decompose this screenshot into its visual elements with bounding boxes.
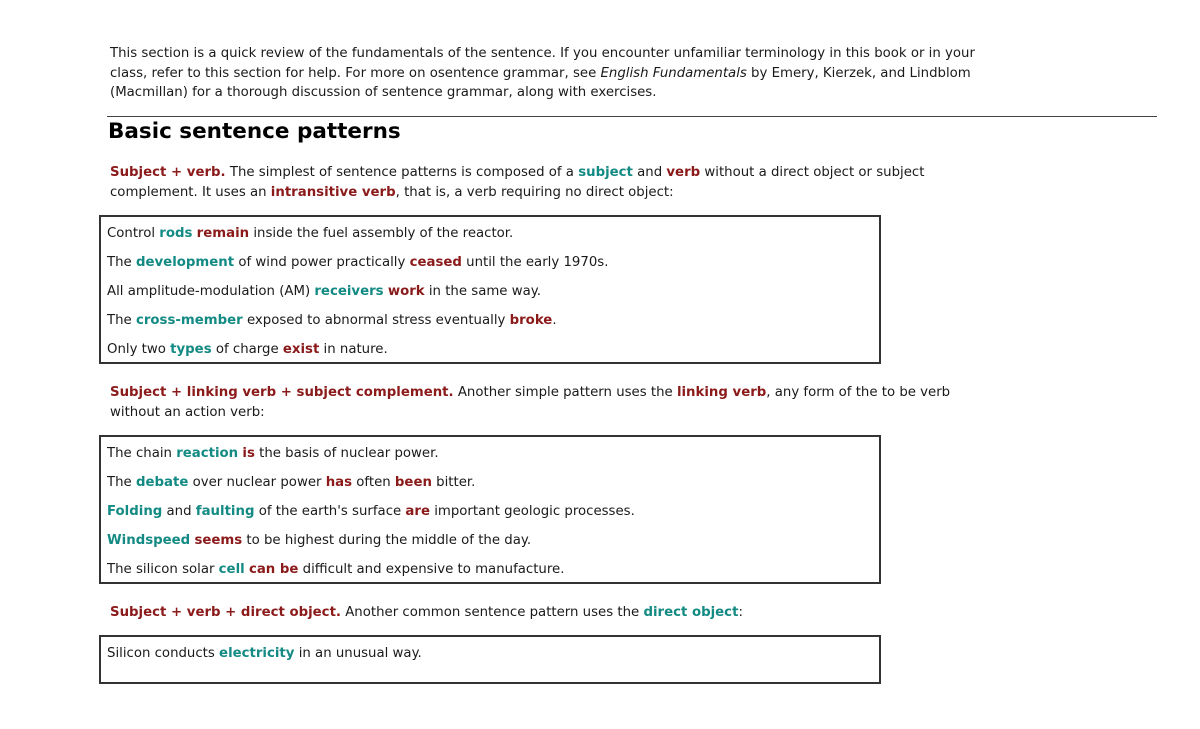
sentence-text: Only two	[107, 342, 171, 357]
example-sentence	[107, 283, 541, 301]
subject-word: development	[135, 255, 235, 270]
verb-word: been	[394, 475, 432, 490]
sentence-text: .	[552, 313, 557, 328]
subject-word: types	[170, 342, 212, 357]
intro-text-2: by Emery, Kierzek, and Lindblom (Macmillan) for a thorough discussion of sentence grammar, along with exercises.	[110, 65, 971, 100]
subject-word: faulting	[195, 504, 255, 519]
sentence-text: in nature.	[319, 342, 388, 357]
sentence-text: important geologic processes.	[429, 504, 635, 519]
subject-word: receivers	[314, 284, 384, 299]
sentence-text: of charge	[211, 342, 283, 357]
verb-word: can be	[248, 562, 299, 577]
verb-word: has	[325, 475, 353, 490]
pattern-linking-verb	[110, 383, 970, 422]
example-sentence	[107, 561, 564, 579]
pattern-text: Another common sentence pattern uses the	[340, 605, 644, 620]
example-sentence	[107, 474, 475, 492]
sentence-text: The	[107, 255, 136, 270]
verb-word: remain	[196, 226, 250, 241]
sentence-text: of the earth's surface	[254, 504, 406, 519]
pattern-lead: Subject + verb.	[110, 165, 226, 180]
sentence-text: bitter.	[431, 475, 476, 490]
example-sentence	[107, 532, 531, 550]
example-box-subject-verb	[99, 215, 881, 364]
verb-word: seems	[194, 533, 243, 548]
sentence-text: The	[107, 475, 136, 490]
pattern-text: The simplest of sentence patterns is composed of a	[225, 165, 579, 180]
sentence-text: Control	[107, 226, 160, 241]
term-verb: verb	[666, 165, 701, 180]
subject-word: cell	[218, 562, 245, 577]
subject-word: rods	[159, 226, 193, 241]
sentence-text: The chain	[107, 446, 177, 461]
example-sentence	[107, 225, 513, 243]
sentence-text: The silicon solar	[107, 562, 219, 577]
subject-word: Windspeed	[107, 533, 191, 548]
example-sentence	[107, 312, 557, 330]
pattern-text: , any form of the to be verb without an action verb:	[110, 385, 951, 420]
subject-word: electricity	[219, 646, 295, 661]
subject-word: cross-member	[135, 313, 243, 328]
book-title: English Fundamentals	[600, 65, 747, 81]
sentence-text: to be highest during the middle of the day.	[242, 533, 532, 548]
term-subject: subject	[578, 165, 633, 180]
example-sentence	[107, 254, 608, 272]
pattern-text: :	[738, 605, 743, 620]
pattern-text: , that is, a verb requiring no direct object:	[395, 184, 674, 200]
sentence-text: often	[352, 475, 395, 490]
sentence-text: in the same way.	[424, 284, 541, 299]
pattern-direct-object	[110, 603, 970, 623]
intro-paragraph	[110, 44, 1010, 103]
verb-word: are	[405, 504, 430, 519]
sentence-text: All amplitude-modulation (AM)	[107, 284, 315, 299]
sentence-text: in an unusual way.	[294, 646, 422, 661]
intro-text-1: This section is a quick review of the fundamentals of the sentence. If you encounter unfamiliar terminology in this book or in your class, refer to this section for help. For more on osentence grammar, see	[110, 46, 975, 81]
example-sentence	[107, 445, 439, 463]
term-direct-object: direct object	[643, 605, 739, 620]
subject-word: reaction	[176, 446, 239, 461]
pattern-text: without a direct object or subject complement. It uses an	[110, 165, 925, 200]
term-intransitive-verb: intransitive verb	[270, 184, 396, 200]
example-sentence	[107, 503, 635, 521]
sentence-text: of wind power practically	[234, 255, 410, 270]
subject-word: debate	[135, 475, 189, 490]
verb-word: work	[387, 284, 425, 299]
sentence-text: The	[107, 313, 136, 328]
subject-word: Folding	[107, 504, 163, 519]
sentence-text: Silicon conducts	[107, 646, 220, 661]
example-box-linking-verb	[99, 435, 881, 584]
pattern-text: Another simple pattern uses the	[453, 385, 677, 400]
section-heading: Basic sentence patterns	[108, 119, 401, 144]
example-sentence	[107, 341, 388, 359]
pattern-lead: Subject + verb + direct object.	[110, 605, 341, 620]
example-sentence	[107, 645, 422, 663]
example-box-direct-object	[99, 635, 881, 684]
sentence-text: the basis of nuclear power.	[254, 446, 439, 461]
verb-word: exist	[282, 342, 320, 357]
term-linking-verb: linking verb	[676, 385, 767, 400]
pattern-subject-verb	[110, 163, 970, 202]
sentence-text: and	[162, 504, 196, 519]
pattern-lead: Subject + linking verb + subject complement.	[110, 385, 454, 400]
sentence-text: difficult and expensive to manufacture.	[298, 562, 565, 577]
verb-word: ceased	[409, 255, 462, 270]
sentence-text: until the early 1970s.	[461, 255, 609, 270]
verb-word: broke	[509, 313, 553, 328]
sentence-text: inside the fuel assembly of the reactor.	[249, 226, 514, 241]
verb-word: is	[242, 446, 255, 461]
sentence-text: exposed to abnormal stress eventually	[242, 313, 510, 328]
pattern-text: and	[632, 165, 667, 180]
sentence-text: over nuclear power	[188, 475, 326, 490]
